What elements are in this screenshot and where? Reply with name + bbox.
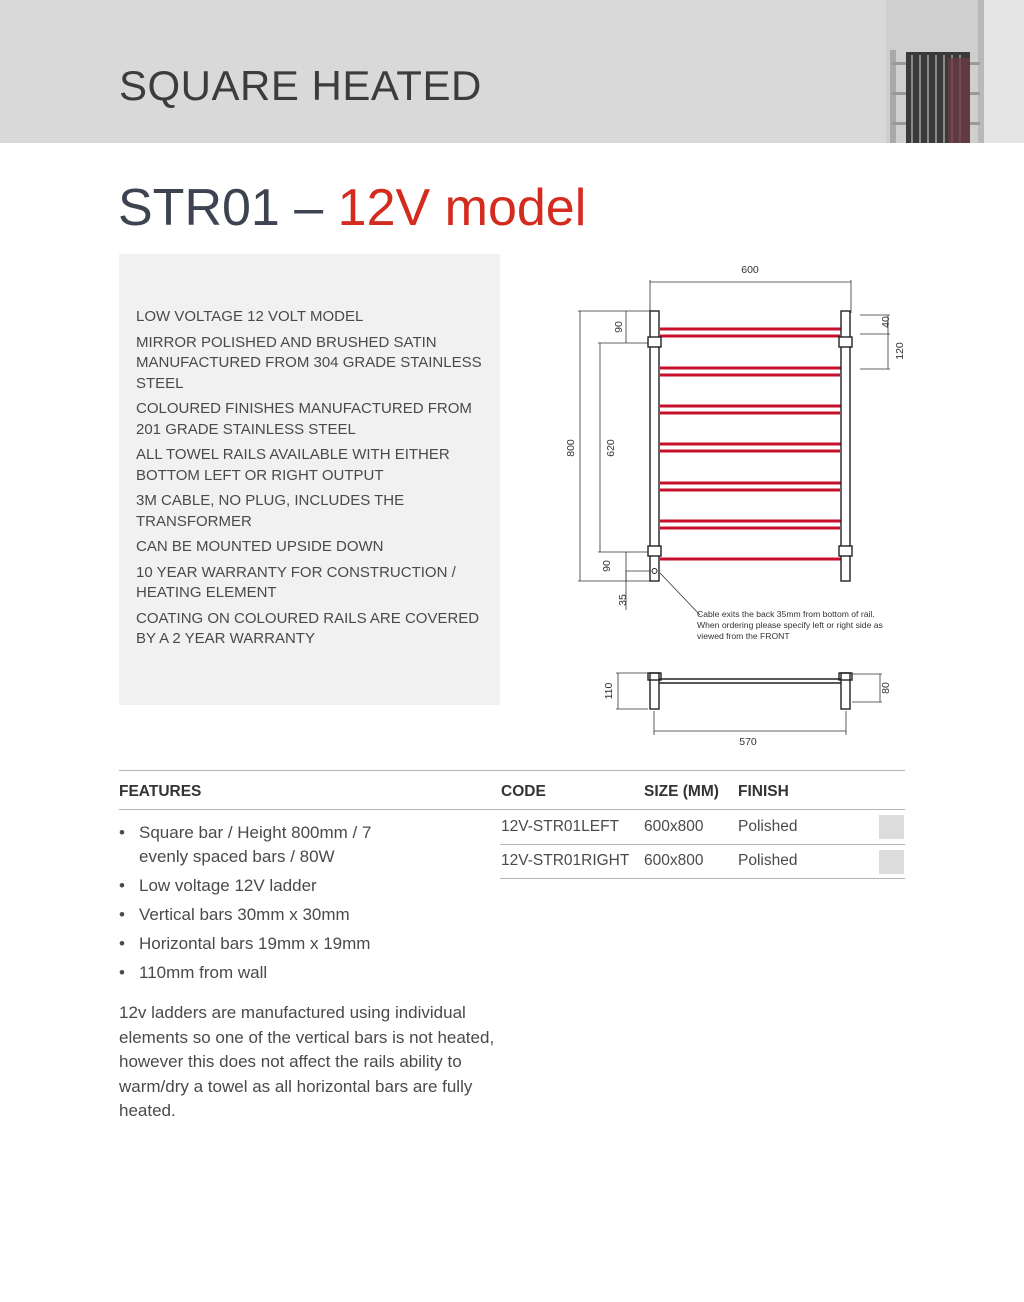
row-size: 600x800 <box>644 852 704 869</box>
feature-item: • Low voltage 12V ladder <box>119 874 499 898</box>
features-heading: FEATURES <box>119 783 202 800</box>
dim-bottom-offset: 90 <box>601 560 613 572</box>
spec-item: LOW VOLTAGE 12 VOLT MODEL <box>136 308 364 325</box>
dim-height: 800 <box>565 439 577 457</box>
finish-swatch <box>879 850 904 874</box>
spec-item: 3M CABLE, NO PLUG, INCLUDES THE TRANSFORMER <box>136 492 405 530</box>
cable-note-line: When ordering please specify left or right side as <box>697 620 883 630</box>
row-size: 600x800 <box>644 818 704 835</box>
size-column-header: SIZE (MM) <box>644 783 719 800</box>
dim-inner-width: 570 <box>739 736 757 748</box>
spec-box <box>119 254 500 705</box>
spec-list <box>136 307 486 655</box>
row-divider <box>500 844 905 845</box>
spec-item: MIRROR POLISHED AND BRUSHED SATIN MANUFACTURED FROM 304 GRADE STAINLESS STEEL <box>136 333 482 392</box>
model-code: STR01 <box>118 179 280 237</box>
spec-item: 10 YEAR WARRANTY FOR CONSTRUCTION / HEATING ELEMENT <box>136 563 456 601</box>
dim-depth: 110 <box>603 682 615 700</box>
feature-item: • Vertical bars 30mm x 30mm <box>119 903 499 927</box>
section-rule <box>119 770 905 771</box>
dim-cable-offset: 35 <box>617 594 629 606</box>
dim-top-offset: 90 <box>613 321 625 333</box>
spec-item: ALL TOWEL RAILS AVAILABLE WITH EITHER BOTTOM LEFT OR RIGHT OUTPUT <box>136 446 450 484</box>
dim-width: 600 <box>741 264 759 276</box>
spec-item: COATING ON COLOURED RAILS ARE COVERED BY A 2 YEAR WARRANTY <box>136 609 480 647</box>
dim-inner-height: 620 <box>605 439 617 457</box>
model-variant: 12V model <box>337 179 587 237</box>
feature-item: • Square bar / Height 800mm / 7 evenly spaced bars / 80W <box>119 821 399 869</box>
model-title <box>118 178 586 238</box>
finish-column-header: FINISH <box>738 783 789 800</box>
row-code: 12V-STR01RIGHT <box>501 852 630 869</box>
feature-item: • 110mm from wall <box>119 961 499 985</box>
cable-note-line: viewed from the FRONT <box>697 631 790 641</box>
row-code: 12V-STR01LEFT <box>501 818 620 835</box>
features-note: 12v ladders are manufactured using individual elements so one of the vertical bars is not heated, however this does not affect the rails ability to warm/dry a towel as all horizontal bars are fully heated. <box>119 1003 495 1120</box>
model-dash: – <box>294 179 324 237</box>
cable-note-line: Cable exits the back 35mm from bottom of rail. <box>697 609 875 619</box>
code-column-header: CODE <box>501 783 546 800</box>
feature-item: • Horizontal bars 19mm x 19mm <box>119 932 499 956</box>
dim-bar-depth: 80 <box>880 682 892 694</box>
spec-item: COLOURED FINISHES MANUFACTURED FROM 201 GRADE STAINLESS STEEL <box>136 400 472 438</box>
category-title: SQUARE HEATED <box>119 62 482 109</box>
dim-right-top: 40 <box>880 316 892 328</box>
spec-item: CAN BE MOUNTED UPSIDE DOWN <box>136 538 384 555</box>
row-divider <box>500 878 905 879</box>
dim-right-spacing: 120 <box>894 342 906 360</box>
section-rule <box>119 809 905 810</box>
row-finish: Polished <box>738 852 798 869</box>
row-finish: Polished <box>738 818 798 835</box>
finish-swatch <box>879 815 904 839</box>
dimension-drawing <box>560 255 910 755</box>
product-photo <box>886 0 1024 143</box>
features-list <box>119 821 499 990</box>
